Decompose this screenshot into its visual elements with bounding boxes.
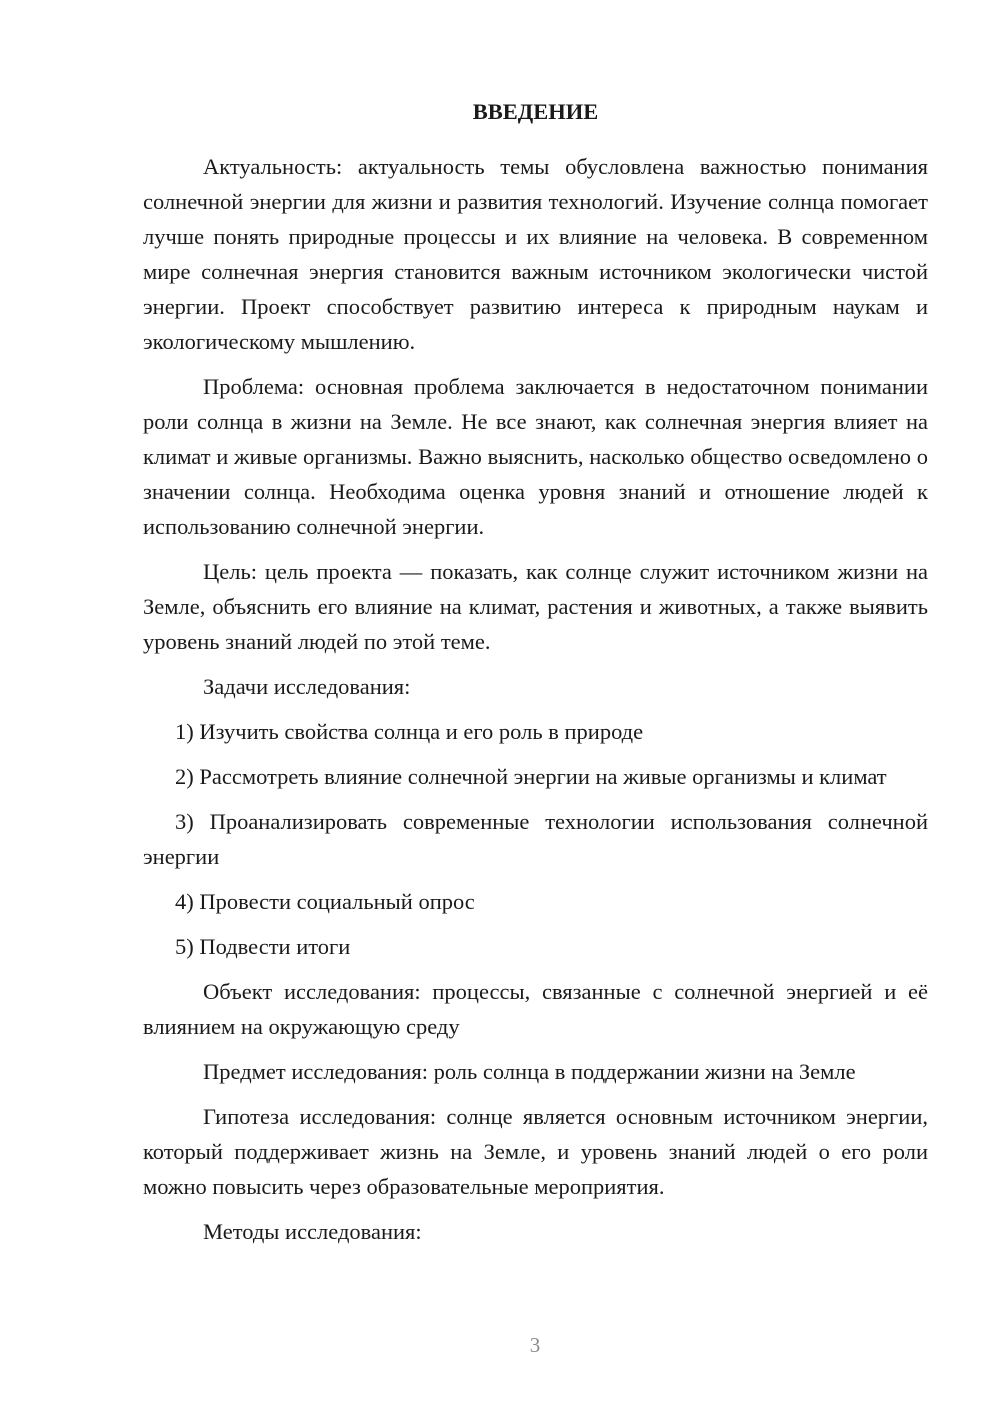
paragraph-goal: Цель: цель проекта — показать, как солнце служит источником жизни на Земле, объяснить его влияние на климат, растения и животных, а также выявить уровень знаний людей по этой теме. bbox=[143, 559, 928, 654]
paragraph-methods: Методы исследования: bbox=[203, 1219, 422, 1244]
paragraph-object: Объект исследования: процессы, связанные с солнечной энергией и её влиянием на окружающую среду bbox=[143, 979, 928, 1039]
paragraph-hypothesis: Гипотеза исследования: солнце является основным источником энергии, который поддерживает жизнь на Земле, и уровень знаний людей о его роли можно повысить через образовательные мероприятия. bbox=[143, 1104, 928, 1199]
section-title: ВВЕДЕНИЕ bbox=[472, 99, 599, 124]
paragraph-subject: Предмет исследования: роль солнца в поддержании жизни на Земле bbox=[203, 1059, 856, 1084]
task-item-5: 5) Подвести итоги bbox=[175, 934, 351, 959]
document-page bbox=[143, 94, 928, 1259]
paragraph-problem: Проблема: основная проблема заключается в недостаточном понимании роли солнца в жизни на Земле. Не все знают, как солнечная энергия влияет на климат и живые организмы. Важно выяснить, насколько общество осведомлено о значении солнца. Необходима оценка уровня знаний и отношение людей к использованию солнечной энергии. bbox=[143, 374, 928, 539]
paragraph-tasks-heading: Задачи исследования: bbox=[203, 674, 411, 699]
paragraph-relevance: Актуальность: актуальность темы обусловлена важностью понимания солнечной энергии для жизни и развития технологий. Изучение солнца помогает лучше понять природные процессы и их влияние на человека. В современном мире солнечная энергия становится важным источником экологически чистой энергии. Проект способствует развитию интереса к природным наукам и экологическому мышлению. bbox=[143, 154, 928, 354]
task-item-2: 2) Рассмотреть влияние солнечной энергии на живые организмы и климат bbox=[175, 764, 887, 789]
task-item-4: 4) Провести социальный опрос bbox=[175, 889, 475, 914]
task-item-1: 1) Изучить свойства солнца и его роль в природе bbox=[175, 719, 644, 744]
task-item-3: 3) Проанализировать современные технологии использования солнечной энергии bbox=[143, 809, 928, 869]
page-number: 3 bbox=[529, 1333, 541, 1357]
